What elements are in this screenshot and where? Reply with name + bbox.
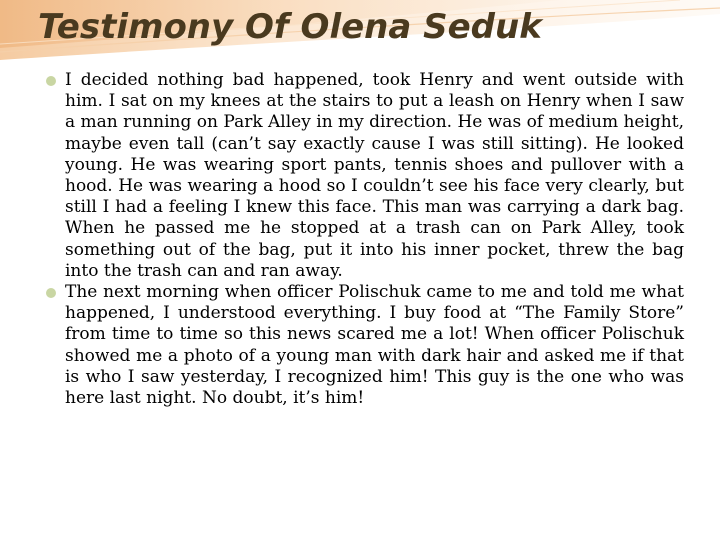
bullet-dot-icon [46, 288, 56, 298]
bullet-text: I decided nothing bad happened, took Henry and went outside with him. I sat on my knees at the stairs to put a leash on Henry when I saw a man running on Park Alley in my direction. He was of medium height, maybe even tall (can’t say exactly cause I was still sitting). He looked young. He was wearing sport pants, tennis shoes and pullover with a hood. He was wearing a hood so I couldn’t see his face very clearly, but still I had a feeling I knew this face. This man was carrying a dark bag. When he passed me he stopped at a trash can on Park Alley, took something out of the bag, put it into his inner pocket, threw the bag into the trash can and ran away. [65, 70, 684, 281]
decorative-header-band [0, 0, 720, 60]
slide-title: Testimony Of Olena Seduk [38, 7, 542, 47]
bullet-list [44, 70, 684, 409]
bullet-item [44, 282, 684, 409]
bullet-text: The next morning when officer Polischuk came to me and told me what happened, I understood everything. I buy food at “The Family Store” from time to time so this news scared me a lot! When officer Polischuk showed me a photo of a young man with dark hair and asked me if that is who I saw yesterday, I recognized him! This guy is the one who was here last night. No doubt, it’s him! [65, 282, 684, 409]
bullet-item [44, 70, 684, 282]
bullet-dot-icon [46, 76, 56, 86]
